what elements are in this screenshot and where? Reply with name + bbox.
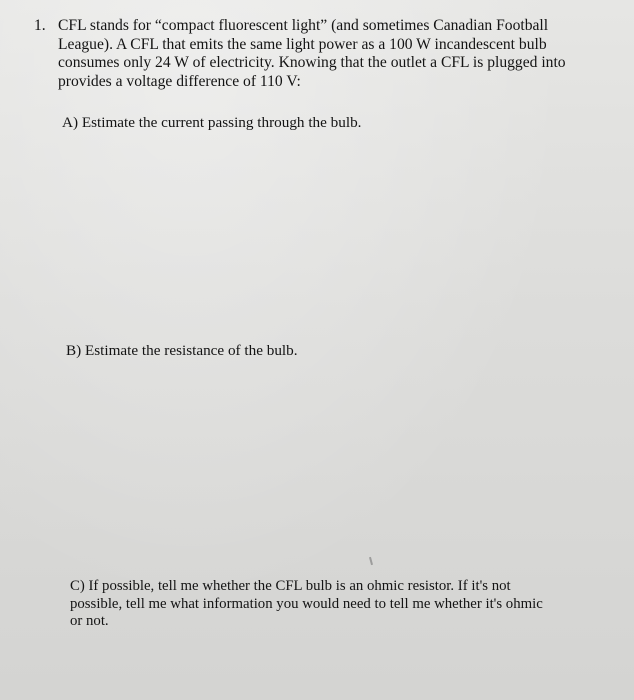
question-number: 1. [34,17,46,34]
part-b-prompt [66,342,298,361]
part-a-line: A) Estimate the current passing through the bulb. [62,114,362,131]
question-text [58,17,618,91]
pencil-mark [369,557,373,565]
part-c-line: or not. [70,613,109,629]
question-line: consumes only 24 W of electricity. Knowing that the outlet a CFL is plugged into [58,54,566,71]
part-c-prompt [70,578,543,631]
part-a-prompt [62,114,361,133]
question-line: League). A CFL that emits the same light power as a 100 W incandescent bulb [58,35,547,53]
question-line: provides a voltage difference of 110 V: [58,72,301,90]
part-c-line: possible, tell me what information you would need to tell me whether it's ohmic [70,595,543,612]
part-b-line: B) Estimate the resistance of the bulb. [66,342,298,359]
question-line: CFL stands for “compact fluorescent light” (and sometimes Canadian Football [58,17,549,34]
part-c-line: C) If possible, tell me whether the CFL bulb is an ohmic resistor. If it's not [70,578,511,594]
